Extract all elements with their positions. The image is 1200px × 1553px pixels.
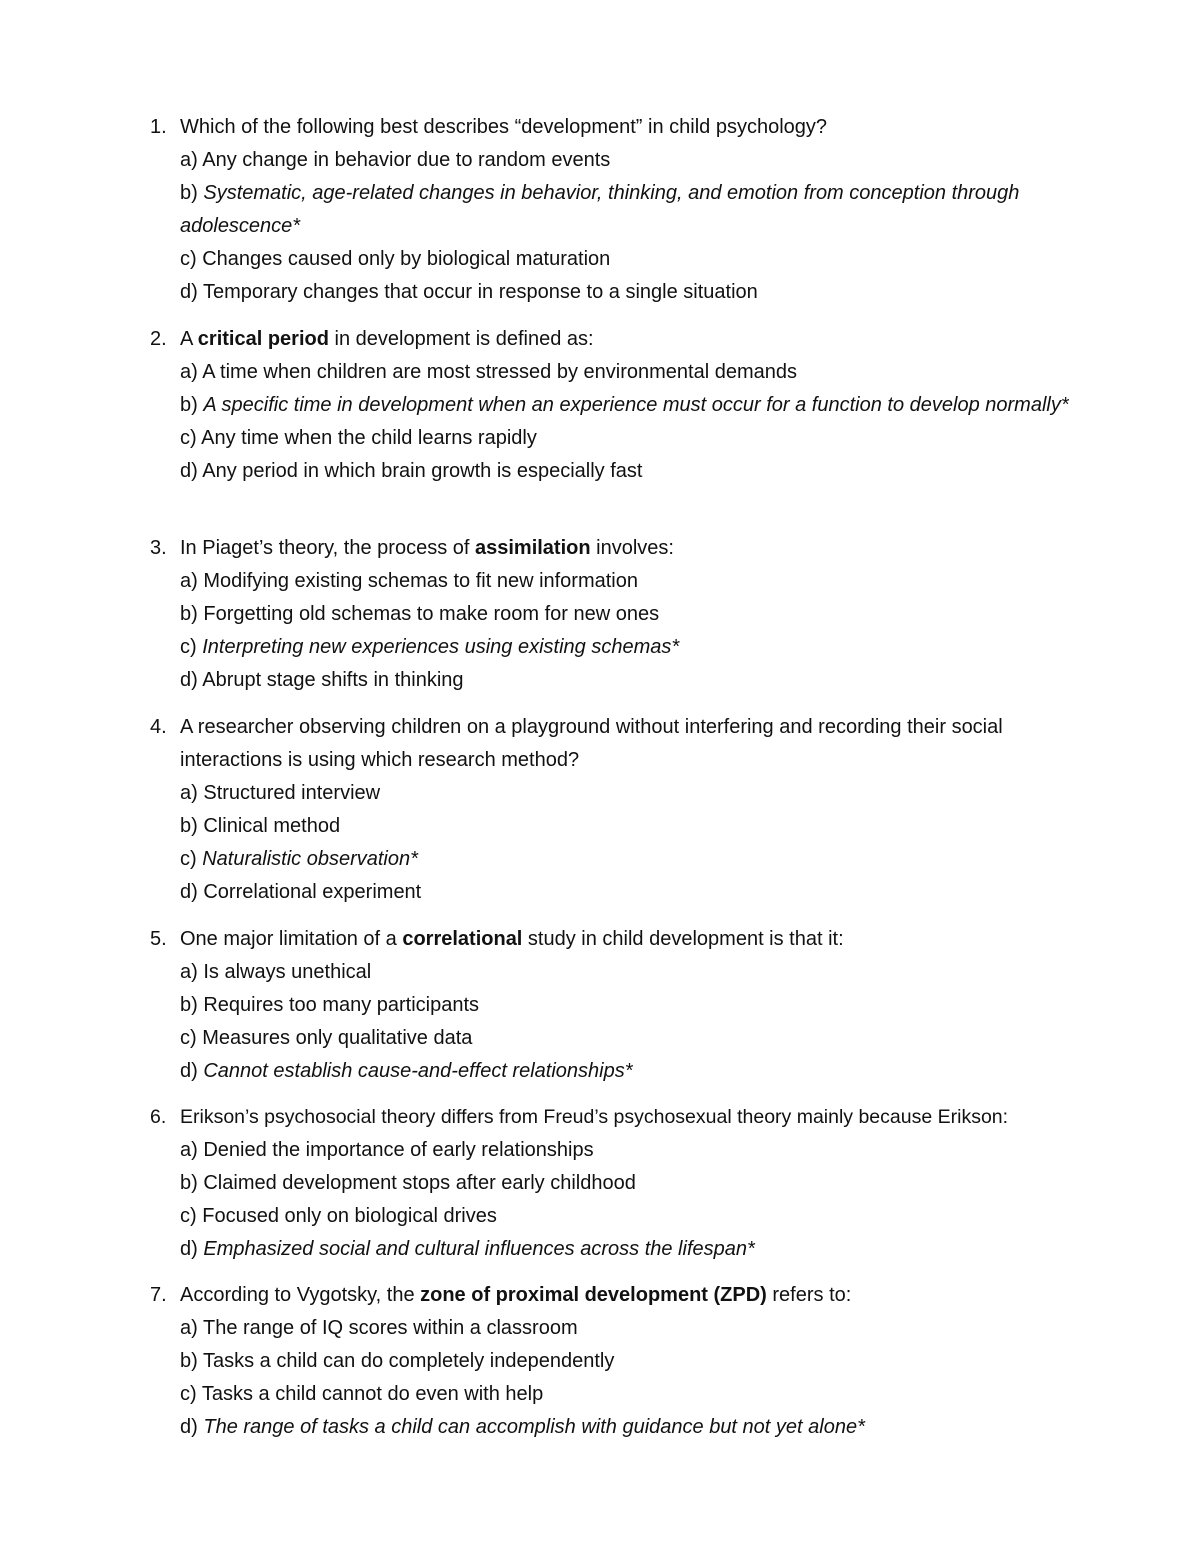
option-d bbox=[150, 455, 1110, 488]
option-text: Modifying existing schemas to fit new information bbox=[203, 570, 638, 592]
option-letter: d) bbox=[180, 281, 198, 303]
option-letter: b) bbox=[180, 1350, 198, 1372]
option-letter: a) bbox=[180, 570, 198, 592]
option-text: Tasks a child cannot do even with help bbox=[201, 1383, 544, 1405]
option-b bbox=[150, 989, 1110, 1022]
option-text: Any period in which brain growth is especially fast bbox=[202, 460, 643, 482]
option-text: Claimed development stops after early childhood bbox=[203, 1172, 636, 1194]
question-text-end: refers to: bbox=[766, 1284, 852, 1306]
question-2 bbox=[150, 323, 1110, 488]
option-letter: d) bbox=[180, 1416, 198, 1438]
option-letter: b) bbox=[180, 994, 198, 1016]
option-letter: c) bbox=[180, 427, 197, 449]
option-letter: c) bbox=[180, 636, 197, 658]
option-text: Abrupt stage shifts in thinking bbox=[202, 669, 464, 691]
question-text-start: According to Vygotsky, the bbox=[180, 1284, 421, 1306]
option-d bbox=[150, 276, 1110, 309]
option-letter: d) bbox=[180, 1238, 198, 1260]
question-3 bbox=[150, 532, 1110, 697]
option-b bbox=[150, 810, 1110, 843]
question-7 bbox=[150, 1279, 1110, 1444]
option-letter: b) bbox=[180, 815, 198, 837]
question-text-end: study in child development is that it: bbox=[522, 928, 844, 950]
option-text: Systematic, age-related changes in behavior, thinking, and emotion from conception through adolescence* bbox=[180, 182, 1020, 237]
option-d bbox=[150, 664, 1110, 697]
option-letter: c) bbox=[180, 1383, 197, 1405]
key-term: correlational bbox=[402, 928, 523, 950]
option-text: Interpreting new experiences using existing schemas* bbox=[202, 636, 680, 658]
option-text: Naturalistic observation* bbox=[202, 848, 418, 870]
option-a bbox=[150, 956, 1110, 989]
option-letter: d) bbox=[180, 669, 198, 691]
question-number: 1. bbox=[150, 116, 167, 138]
key-term: critical period bbox=[197, 328, 329, 350]
question-number: 2. bbox=[150, 328, 167, 350]
option-letter: a) bbox=[180, 961, 198, 983]
option-letter: a) bbox=[180, 782, 198, 804]
option-letter: a) bbox=[180, 1317, 198, 1339]
option-c bbox=[150, 631, 1110, 664]
option-letter: b) bbox=[180, 394, 198, 416]
option-letter: b) bbox=[180, 182, 198, 204]
question-6 bbox=[150, 1101, 1140, 1266]
option-b bbox=[150, 389, 1110, 422]
question-stem bbox=[150, 1279, 1110, 1312]
question-stem bbox=[150, 111, 1110, 144]
question-number: 4. bbox=[150, 716, 167, 738]
option-text: A specific time in development when an experience must occur for a function to develop normally* bbox=[203, 394, 1069, 416]
option-text: Structured interview bbox=[203, 782, 381, 804]
option-c bbox=[150, 843, 1110, 876]
option-letter: d) bbox=[180, 881, 198, 903]
option-d bbox=[150, 1411, 1110, 1444]
question-text-start: In Piaget’s theory, the process of bbox=[180, 537, 475, 559]
option-text: The range of tasks a child can accomplish with guidance but not yet alone* bbox=[203, 1416, 865, 1438]
question-number: 6. bbox=[150, 1106, 167, 1128]
option-text: Measures only qualitative data bbox=[202, 1027, 473, 1049]
option-c bbox=[150, 1200, 1140, 1233]
option-text: Denied the importance of early relationships bbox=[203, 1139, 594, 1161]
option-d bbox=[150, 1233, 1140, 1266]
option-text: Any time when the child learns rapidly bbox=[201, 427, 537, 449]
option-letter: a) bbox=[180, 361, 198, 383]
option-text: Clinical method bbox=[203, 815, 341, 837]
key-term: assimilation bbox=[474, 537, 591, 559]
question-text-end: in development is defined as: bbox=[328, 328, 594, 350]
option-letter: c) bbox=[180, 1027, 197, 1049]
option-letter: c) bbox=[180, 1205, 197, 1227]
question-number: 3. bbox=[150, 537, 167, 559]
option-text: Changes caused only by biological maturation bbox=[202, 248, 611, 270]
option-a bbox=[150, 1312, 1110, 1345]
option-b bbox=[150, 1345, 1110, 1378]
option-a bbox=[150, 565, 1110, 598]
option-a bbox=[150, 144, 1110, 177]
question-1 bbox=[150, 111, 1110, 309]
question-stem bbox=[150, 323, 1110, 356]
option-b bbox=[150, 1167, 1140, 1200]
option-text: The range of IQ scores within a classroom bbox=[203, 1317, 578, 1339]
option-b bbox=[150, 598, 1110, 631]
option-letter: a) bbox=[180, 149, 198, 171]
option-c bbox=[150, 1022, 1110, 1055]
question-stem bbox=[150, 1101, 1140, 1134]
option-text: Requires too many participants bbox=[203, 994, 480, 1016]
option-text: Is always unethical bbox=[203, 961, 372, 983]
option-letter: c) bbox=[180, 848, 197, 870]
option-letter: b) bbox=[180, 1172, 198, 1194]
option-text: Forgetting old schemas to make room for new ones bbox=[203, 603, 660, 625]
question-number: 7. bbox=[150, 1284, 167, 1306]
key-term: zone of proximal development (ZPD) bbox=[420, 1284, 767, 1306]
option-d bbox=[150, 1055, 1110, 1088]
option-letter: d) bbox=[180, 1060, 198, 1082]
option-c bbox=[150, 1378, 1110, 1411]
question-text: A researcher observing children on a playground without interfering and recording their social interactions is using which research method? bbox=[180, 716, 1003, 771]
question-stem bbox=[150, 711, 1110, 777]
question-stem bbox=[150, 532, 1110, 565]
option-a bbox=[150, 777, 1110, 810]
option-a bbox=[150, 356, 1110, 389]
option-letter: c) bbox=[180, 248, 197, 270]
question-text: Which of the following best describes “development” in child psychology? bbox=[180, 116, 828, 138]
option-text: Temporary changes that occur in response to a single situation bbox=[203, 281, 758, 303]
question-stem bbox=[150, 923, 1110, 956]
option-letter: d) bbox=[180, 460, 198, 482]
option-text: Focused only on biological drives bbox=[202, 1205, 497, 1227]
option-text: A time when children are most stressed by environmental demands bbox=[202, 361, 797, 383]
option-letter: b) bbox=[180, 603, 198, 625]
question-number: 5. bbox=[150, 928, 167, 950]
question-text-start: A bbox=[180, 328, 198, 350]
question-text-start: One major limitation of a bbox=[180, 928, 403, 950]
option-a bbox=[150, 1134, 1140, 1167]
option-text: Emphasized social and cultural influences across the lifespan* bbox=[203, 1238, 755, 1260]
question-text: Erikson’s psychosocial theory differs from Freud’s psychosexual theory mainly because Erikson: bbox=[180, 1106, 1009, 1128]
question-5 bbox=[150, 923, 1110, 1088]
option-c bbox=[150, 422, 1110, 455]
option-letter: a) bbox=[180, 1139, 198, 1161]
option-c bbox=[150, 243, 1110, 276]
question-text-end: involves: bbox=[590, 537, 674, 559]
option-text: Any change in behavior due to random events bbox=[202, 149, 611, 171]
option-text: Cannot establish cause-and-effect relationships* bbox=[203, 1060, 633, 1082]
question-4 bbox=[150, 711, 1110, 909]
option-text: Correlational experiment bbox=[203, 881, 422, 903]
option-b bbox=[150, 177, 1110, 243]
option-text: Tasks a child can do completely independently bbox=[203, 1350, 615, 1372]
option-d bbox=[150, 876, 1110, 909]
